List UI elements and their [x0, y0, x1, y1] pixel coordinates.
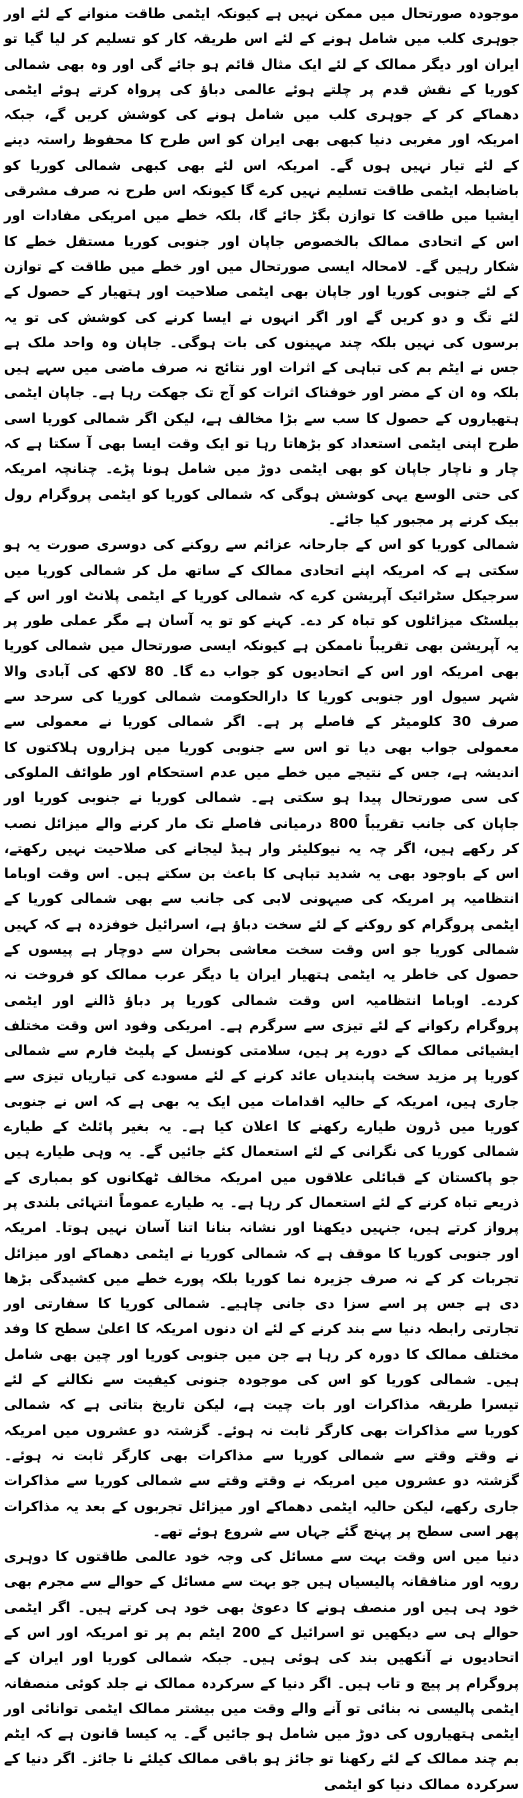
article-paragraph-3: دنیا میں اس وقت بہت سے مسائل کی وجہ خود عالمی طاقتوں کا دوہری رویہ اور منافقانہ پالیسیاں ہیں جو بہت سے مسائل کے حوالے سے مجرم بھی خود ہی ہیں اور منصف ہونے کا دعویٰ بھی خود ہی کرتے ہیں۔ اگر ایٹمی حوالے ہی سے دیکھیں تو اسرائیل کے 200 ایٹم بم پر تو امریکہ اور اس کے اتحادیوں نے آنکھیں بند کی ہوئی ہیں۔ جبکہ شمالی کوریا اور ایران کے پروگرام پر پیچ و تاب ہیں۔ اگر دنیا کے سرکردہ ممالک نے جلد کوئی منصفانہ ایٹمی پالیسی نہ بنائی تو آنے والے وقت میں بیشتر ممالک ایٹمی توانائی اور ایٹمی ہتھیاروں کی دوڑ میں شامل ہو جائیں گے۔ یہ کیسا قانون ہے کہ ایٹم بم چند ممالک کے لئے رکھنا تو جائز ہو باقی ممالک کیلئے نا جائز۔ اگر دنیا کے سرکردہ ممالک دنیا کو ایٹمی	[4, 1549, 519, 1793]
article-paragraph-2: شمالی کوریا کو اس کے جارحانہ عزائم سے روکنے کی دوسری صورت یہ ہو سکتی ہے کہ امریکہ اپنے اتحادی ممالک کے ساتھ مل کر شمالی کوریا میں سرجیکل سٹرائیک آپریشن کرے کہ شمالی کوریا کے ایٹمی پلانٹ اور اس کے بیلسٹک میزائلوں کو تباہ کر دے۔ کہنے کو تو یہ آسان ہے مگر عملی طور پر یہ آپریشن بھی تقریباً ناممکن ہے کیونکہ ایسی صورتحال میں شمالی کوریا بھی امریکہ اور اس کے اتحادیوں کو جواب دے گا۔ 80 لاکھ کی آبادی والا شہر سیول اور جنوبی کوریا کا دارالحکومت شمالی کوریا کی سرحد سے صرف 30 کلومیٹر کے فاصلے پر ہے۔ اگر شمالی کوریا نے معمولی سے معمولی جواب بھی دیا تو اس سے جنوبی کوریا میں ہزاروں ہلاکتوں کا اندیشہ ہے، جس کے نتیجے میں خطے میں عدم استحکام اور طوائف الملوکی کی سی صورتحال پیدا ہو سکتی ہے۔ شمالی کوریا نے جنوبی کوریا اور جاپان کی جانب تقریباً 800 درمیانی فاصلے تک مار کرنے والے میزائل نصب کر رکھے ہیں، اگر چہ یہ نیوکلیئر وار ہیڈ لیجانے کی صلاحیت نہیں رکھتے، اس کے باوجود بھی یہ شدید تباہی کا باعث بن سکتے ہیں۔ اس وقت اوباما انتظامیہ پر امریکہ کی صیہونی لابی کی جانب سے بھی شمالی کوریا کے ایٹمی پروگرام کو روکنے کے لئے سخت دباؤ ہے، اسرائیل خوفزدہ ہے کہ کہیں شمالی کوریا جو اس وقت سخت معاشی بحران سے دوچار ہے پیسوں کے حصول کی خاطر یہ ایٹمی ہتھیار ایران یا دیگر عرب ممالک کو فروخت نہ کردے۔ اوباما انتظامیہ اس وقت شمالی کوریا پر دباؤ ڈالنے اور ایٹمی پروگرام رکوانے کے لئے تیزی سے سرگرم ہے۔ امریکی وفود اس وقت مختلف ایشیائی ممالک کے دورے پر ہیں، سلامتی کونسل کے پلیٹ فارم سے شمالی کوریا پر مزید سخت پابندیاں عائد کرنے کے لئے مسودے کی تیاریاں تیزی سے جاری ہیں، امریکہ کے حالیہ اقدامات میں ایک یہ بھی ہے کہ اس نے جنوبی کوریا میں ڈرون طیارے رکھنے کا اعلان کیا ہے۔ یہ بغیر پائلٹ کے طیارے شمالی کوریا کی نگرانی کے لئے استعمال کئے جائیں گے۔ یہ وہی طیارے ہیں جو پاکستان کے قبائلی علاقوں میں امریکہ مخالف ٹھکانوں کو بمباری کے ذریعے تباہ کرنے کے لئے استعمال کر رہا ہے۔ یہ طیارے عموماً انتہائی بلندی پر پرواز کرتے ہیں، جنہیں دیکھنا اور نشانہ بنانا اتنا آسان نہیں ہوتا۔ امریکہ اور جنوبی کوریا کا موقف ہے کہ شمالی کوریا نے ایٹمی دھماکے اور میزائل تجربات کر کے نہ صرف جزیرہ نما کوریا بلکہ پورے خطے میں کشیدگی بڑھا دی ہے جس پر اسے سزا دی جانی چاہیے۔ شمالی کوریا کا سفارتی اور تجارتی رابطہ دنیا سے بند کرنے کے لئے ان دنوں امریکہ کا اعلیٰ سطح کا وفد مختلف ممالک کا دورہ کر رہا ہے جن میں جنوبی کوریا اور چین بھی شامل ہیں۔ شمالی کوریا کو اس کی موجودہ جنونی کیفیت سے نکالنے کے لئے تیسرا طریقہ مذاکرات اور بات چیت ہے، لیکن تاریخ بتاتی ہے کہ شمالی کوریا سے مذاکرات بھی کارگر ثابت نہ ہوئے۔ گزشتہ دو عشروں میں امریکہ نے وقتے وقتے سے شمالی کوریا سے مذاکرات بھی کارگر ثابت نہ ہوئے۔ گزشتہ دو عشروں میں امریکہ نے وقتے وقتے سے شمالی کوریا سے مذاکرات جاری رکھے، لیکن حالیہ ایٹمی دھماکے اور میزائل تجربوں کے بعد یہ مذاکرات پھر اسی سطح پر پہنچ گئے جہاں سے شروع ہوئے تھے۔	[4, 537, 519, 1540]
article-paragraph-1: موجودہ صورتحال میں ممکن نہیں ہے کیونکہ ایٹمی طاقت منوانے کے لئے اور جوہری کلب میں شامل ہونے کے لئے اس طریقہ کار کو تسلیم کر لیا گیا تو ایران اور دیگر ممالک کے لئے ایک مثال قائم ہو جائے گی اور وہ بھی شمالی کوریا کے نقش قدم پر چلتے ہوئے عالمی دباؤ کی پرواہ کرتے ہوئے ایٹمی دھماکے کر کے جوہری کلب میں شامل ہونے کی کوشش کریں گے، جبکہ امریکہ اور مغربی دنیا کبھی بھی ایران کو اس طرح کا محفوظ راستہ دینے کے لئے تیار نہیں ہوں گے۔ امریکہ اس لئے بھی کبھی شمالی کوریا کو باضابطہ ایٹمی طاقت تسلیم نہیں کرے گا کیونکہ اس طرح نہ صرف مشرقی ایشیا میں طاقت کا توازن بگڑ جائے گا، بلکہ خطے میں امریکی مفادات اور اس کے اتحادی ممالک بالخصوص جاپان اور جنوبی کوریا مستقل خطے کا شکار رہیں گے۔ لامحالہ ایسی صورتحال میں اور خطے میں طاقت کے توازن کے لئے جنوبی کوریا اور جاپان بھی ایٹمی صلاحیت اور ہتھیار کے حصول کے لئے تگ و دو کریں گے اور اگر انہوں نے ایسا کرنے کی کوشش کی تو یہ برسوں کی نہیں بلکہ چند مہینوں کی بات ہوگی۔ جاپان وہ واحد ملک ہے جس نے ایٹم بم کی تباہی کے اثرات اور نتائج نہ صرف ماضی میں سہے ہیں بلکہ وہ ان کے مضر اور خوفناک اثرات کو آج تک جھکت رہا ہے۔ جاپان ایٹمی ہتھیاروں کے حصول کا سب سے بڑا مخالف ہے، لیکن اگر شمالی کوریا اسی طرح اپنی ایٹمی استعداد کو بڑھاتا رہا تو ایک وقت ایسا بھی آ سکتا ہے کہ چار و ناچار جاپان کو بھی ایٹمی دوڑ میں شامل ہونا پڑے۔ چنانچہ امریکہ کی حتی الوسع یہی کوشش ہوگی کہ شمالی کوریا کو ایٹمی پروگرام رول بیک کرنے پر مجبور کیا جائے۔	[4, 6, 519, 528]
article-column	[4, 2, 519, 1798]
